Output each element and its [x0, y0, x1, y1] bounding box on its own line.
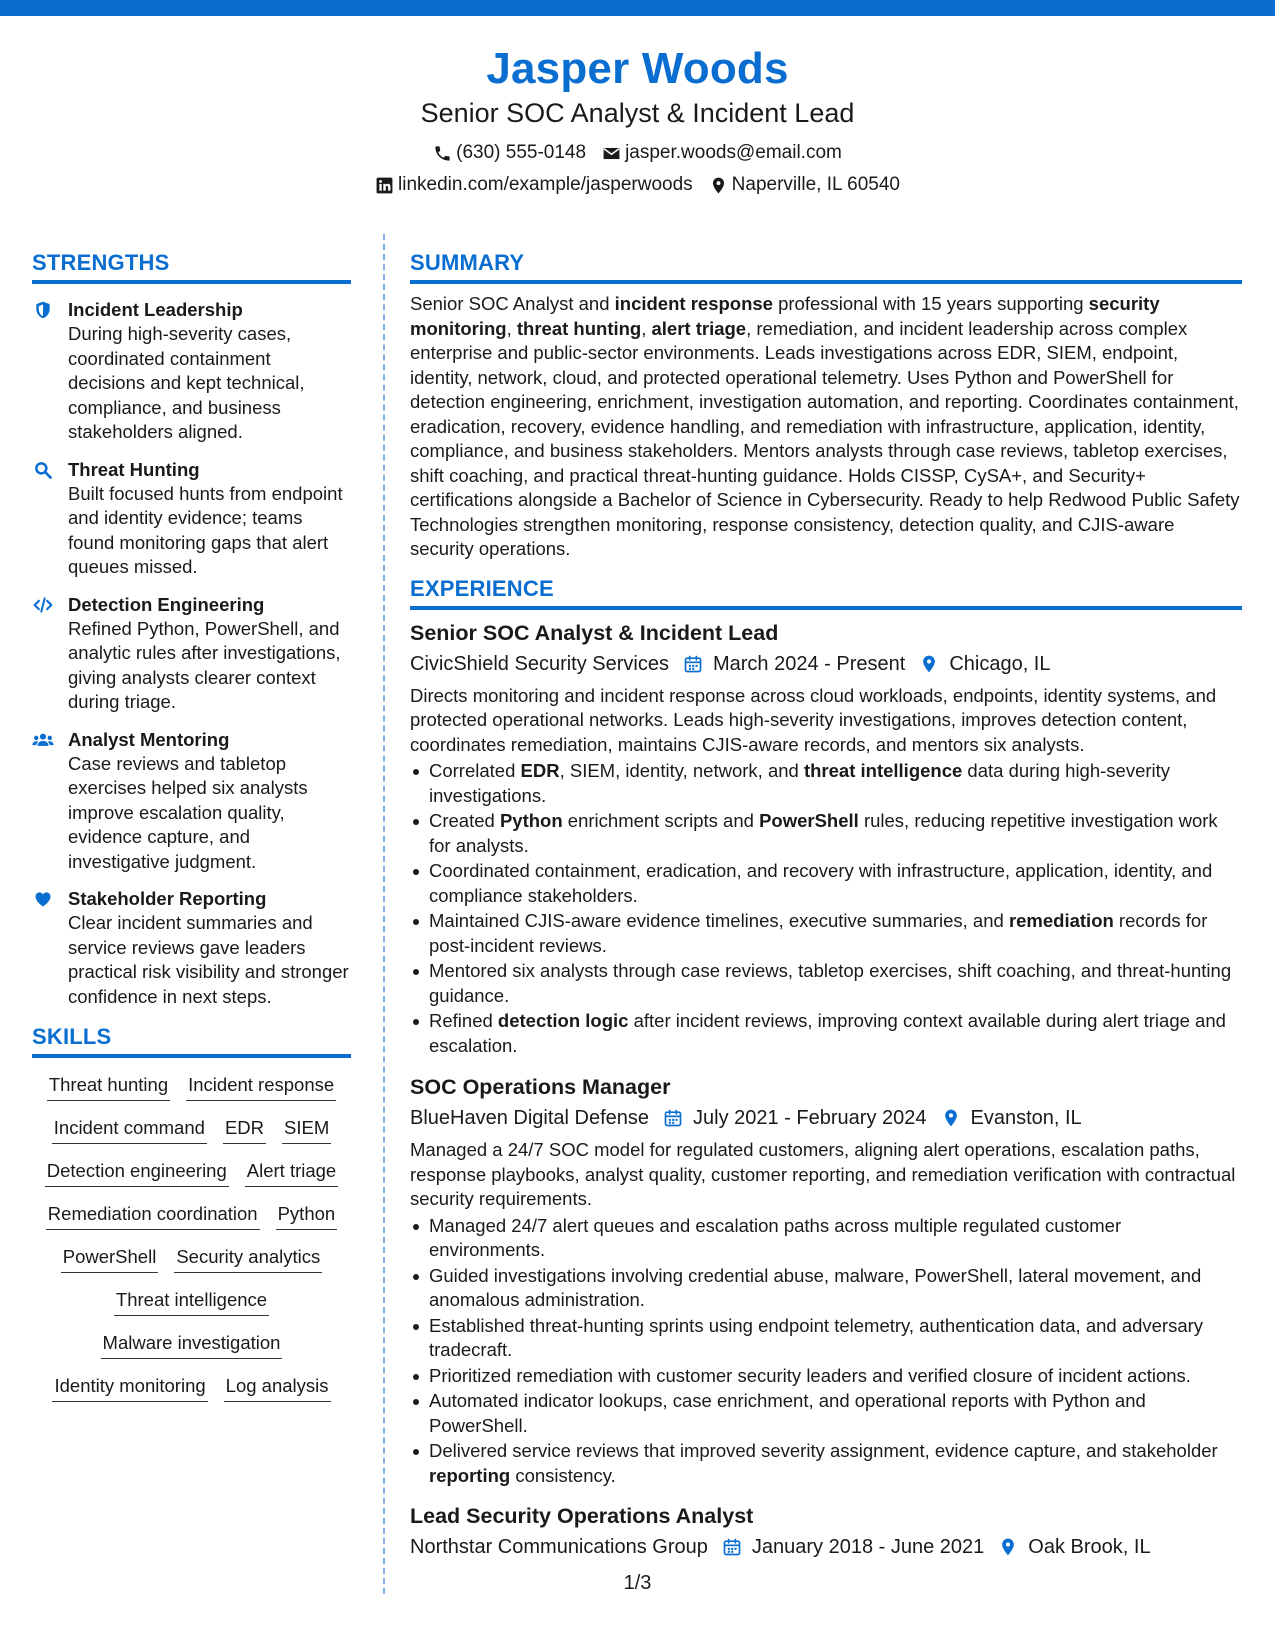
code-icon-graphic — [32, 595, 54, 615]
strength-item — [32, 298, 351, 445]
skill-tag: SIEM — [282, 1115, 331, 1144]
strength-description: Case reviews and tabletop exercises helped six analysts improve escalation quality, evidence capture, and investigative judgment. — [68, 752, 308, 872]
strength-title: Incident Leadership — [68, 299, 243, 320]
job-meta — [410, 1532, 1242, 1562]
strength-description: During high-severity cases, coordinated containment decisions and kept technical, compliance, and business stakeholders aligned. — [68, 323, 305, 442]
strength-body — [68, 593, 351, 715]
job-entry — [410, 1501, 1242, 1562]
phone-contact — [433, 140, 586, 166]
bullet-item — [410, 1439, 1242, 1488]
skill-tag: Threat intelligence — [114, 1287, 269, 1316]
text-run: , — [641, 317, 652, 339]
text-run: Mentored six analysts through case reviews, tabletop exercises, shift coaching, and threat-hunting guidance. — [429, 960, 1232, 1006]
strength-body — [68, 458, 351, 580]
text-run: Delivered service reviews that improved severity assignment, evidence capture, and stakeholder — [429, 1440, 1218, 1461]
bullet-item — [410, 1009, 1242, 1058]
text-run: , SIEM, identity, network, and — [559, 760, 804, 781]
strength-description: Built focused hunts from endpoint and identity evidence; teams found monitoring gaps that alert queues missed. — [68, 482, 343, 577]
skill-tag: PowerShell — [61, 1244, 159, 1273]
job-entry — [410, 618, 1242, 1059]
strength-description: Clear incident summaries and service reviews gave leaders practical risk visibility and stronger confidence in next steps. — [68, 912, 349, 1007]
job-meta — [410, 1103, 1242, 1133]
strengths-list — [32, 298, 351, 1009]
candidate-name: Jasper Woods — [486, 44, 789, 93]
skill-tag: Detection engineering — [45, 1158, 229, 1187]
skill-tag: Python — [276, 1201, 338, 1230]
skill-tag: Incident response — [186, 1072, 336, 1101]
strengths-heading: STRENGTHS — [32, 248, 351, 284]
bold-keyword: alert triage — [651, 317, 747, 339]
strength-item — [32, 887, 351, 1009]
text-run: Created — [429, 810, 500, 831]
bullet-item — [410, 1264, 1242, 1313]
skill-tag: Malware investigation — [101, 1330, 283, 1359]
text-run: rules, reducing repetitive investigation work for analysts. — [429, 810, 1218, 856]
bullet-item — [410, 809, 1242, 858]
strength-description: Refined Python, PowerShell, and analytic rules after investigations, giving analysts clearer context during triage. — [68, 617, 341, 712]
experience-heading: EXPERIENCE — [410, 574, 1242, 610]
bullet-item — [410, 959, 1242, 1008]
top-accent-bar — [0, 0, 1275, 16]
page-number: 1/3 — [623, 1572, 652, 1594]
strength-title: Stakeholder Reporting — [68, 888, 267, 909]
email-text[interactable]: jasper.woods@email.com — [625, 142, 842, 163]
strength-item — [32, 458, 351, 580]
location-contact — [709, 172, 900, 198]
text-run: consistency. — [510, 1464, 616, 1486]
text-run: Refined — [429, 1010, 498, 1031]
job-dates: January 2018 - June 2021 — [751, 1536, 985, 1558]
text-run: , remediation, and incident leadership across complex enterprise and public-sector environments. Leads investigations across EDR, SIEM, endpoint, identity, network, cloud, and protected operational telemetry. Uses Python and PowerShell for detection engineering, enrichment, investigation automation, and reporting. Coordinates containment, eradication, recovery, evidence handling, and remediation with infrastructure, application, identity, compliance, and business stakeholders. Mentors analysts through case reviews, tabletop exercises, shift coaching, and practical threat-hunting guidance. Holds CISSP, CySA+, and Security+ certifications alongside a Bachelor of Science in Cybersecurity. Ready to help Redwood Public Safety Technologies strengthen monitoring, response consistency, detection quality, and CJIS-aware security operations. — [410, 317, 1240, 559]
shield-icon-graphic — [32, 300, 54, 320]
shield-icon — [32, 298, 56, 445]
job-bullets — [410, 759, 1242, 1058]
phone-icon — [433, 144, 452, 163]
job-location: Oak Brook, IL — [1028, 1536, 1151, 1558]
candidate-headline: Senior SOC Analyst & Incident Lead — [420, 98, 855, 128]
skill-tag: Security analytics — [174, 1244, 322, 1273]
text-run: , — [506, 317, 517, 339]
skills-list — [32, 1072, 351, 1402]
envelope-icon — [602, 144, 621, 163]
text-run: Senior SOC Analyst and — [410, 293, 615, 314]
map-pin-icon — [984, 1537, 1028, 1557]
strength-title: Threat Hunting — [68, 458, 200, 480]
bullet-item — [410, 1389, 1242, 1438]
company-name: CivicShield Security Services — [410, 652, 669, 675]
job-entry — [410, 1072, 1242, 1488]
company-name: Northstar Communications Group — [410, 1536, 708, 1558]
email-contact[interactable] — [602, 140, 842, 166]
bold-keyword: threat hunting — [516, 317, 642, 339]
resume-header — [0, 40, 1275, 198]
bold-keyword: threat intelligence — [803, 760, 963, 781]
text-run: data during high-severity investigations. — [429, 760, 1171, 806]
users-icon — [32, 728, 56, 875]
calendar-icon — [669, 654, 713, 674]
bullet-item — [410, 1364, 1242, 1389]
skill-tag: Incident command — [52, 1115, 207, 1144]
job-title: Senior SOC Analyst & Incident Lead — [410, 620, 779, 645]
strength-title: Analyst Mentoring — [68, 728, 230, 750]
contact-row-1 — [0, 140, 1275, 166]
job-dates: July 2021 - February 2024 — [693, 1107, 927, 1129]
bullet-item — [410, 1214, 1242, 1263]
bold-keyword: incident response — [614, 293, 773, 314]
linkedin-contact[interactable] — [375, 172, 693, 198]
text-run: Coordinated containment, eradication, and recovery with infrastructure, application, identity, and compliance stakeholders. — [429, 860, 1213, 906]
job-bullets — [410, 1214, 1242, 1489]
text-run: Maintained CJIS-aware evidence timelines, executive summaries, and — [429, 910, 1009, 931]
map-pin-icon — [927, 1108, 971, 1128]
text-run: after incident reviews, improving context available during alert triage and escalation. — [429, 1010, 1226, 1056]
skill-tag: Remediation coordination — [46, 1201, 260, 1230]
bold-keyword: PowerShell — [759, 810, 859, 831]
heart-icon-graphic — [32, 889, 54, 909]
location-text: Naperville, IL 60540 — [731, 174, 900, 195]
strength-body — [68, 298, 351, 445]
map-pin-icon — [905, 654, 949, 674]
bold-keyword: security monitoring — [410, 293, 1160, 339]
strength-body — [68, 728, 351, 875]
text-run: Established threat-hunting sprints using endpoint telemetry, authentication data, and adversary tradecraft. — [429, 1314, 1204, 1360]
bullet-item — [410, 909, 1242, 958]
contact-row-2 — [0, 172, 1275, 198]
heart-icon — [32, 887, 56, 1009]
job-title: SOC Operations Manager — [410, 1075, 671, 1099]
skill-tag: Alert triage — [245, 1158, 338, 1187]
users-icon-graphic — [32, 730, 54, 750]
calendar-icon — [708, 1537, 752, 1557]
text-run: records for post-incident reviews. — [429, 910, 1208, 956]
job-description: Directs monitoring and incident response across cloud workloads, endpoints, identity systems, and protected operational networks. Leads high-severity investigations, improves detection content, coordinates remediation, maintains CJIS-aware records, and mentors six analysts. — [410, 684, 1217, 755]
skill-tag: EDR — [223, 1115, 266, 1144]
left-column — [32, 248, 351, 1402]
bullet-item — [410, 1314, 1242, 1363]
job-location: Evanston, IL — [970, 1107, 1082, 1129]
text-run: Correlated — [429, 760, 521, 781]
strength-title: Detection Engineering — [68, 593, 265, 615]
job-title: Lead Security Operations Analyst — [410, 1504, 754, 1528]
job-meta — [410, 649, 1242, 679]
strength-item — [32, 728, 351, 875]
linkedin-text[interactable]: linkedin.com/example/jasperwoods — [398, 174, 693, 195]
skills-heading: SKILLS — [32, 1022, 351, 1058]
linkedin-icon — [375, 176, 394, 195]
job-description: Managed a 24/7 SOC model for regulated customers, aligning alert operations, escalation paths, response playbooks, analyst quality, customer reporting, and remediation verification with contractual security requirements. — [410, 1139, 1236, 1209]
right-column — [410, 248, 1242, 1562]
job-location: Chicago, IL — [949, 652, 1051, 675]
calendar-icon — [649, 1108, 693, 1128]
skill-tag: Log analysis — [224, 1373, 331, 1402]
text-run: Managed 24/7 alert queues and escalation paths across multiple regulated customer environments. — [429, 1214, 1122, 1260]
experience-list — [410, 618, 1242, 1563]
skill-tag: Identity monitoring — [52, 1373, 207, 1402]
text-run: enrichment scripts and — [562, 810, 760, 831]
summary-text — [410, 292, 1242, 562]
summary-heading: SUMMARY — [410, 248, 1242, 284]
bold-keyword: remediation — [1008, 910, 1114, 931]
phone-text: (630) 555-0148 — [456, 142, 587, 163]
text-run: professional with 15 years supporting — [772, 293, 1089, 314]
text-run: Guided investigations involving credential abuse, malware, PowerShell, lateral movement, and anomalous administration. — [429, 1264, 1202, 1310]
text-run: Prioritized remediation with customer security leaders and verified closure of incident actions. — [429, 1364, 1191, 1386]
skill-tag: Threat hunting — [47, 1072, 170, 1101]
company-name: BlueHaven Digital Defense — [410, 1107, 650, 1129]
column-divider — [383, 234, 385, 1594]
bold-keyword: reporting — [429, 1464, 511, 1486]
map-pin-icon — [709, 176, 728, 195]
job-dates: March 2024 - Present — [712, 652, 906, 675]
text-run: Automated indicator lookups, case enrichment, and operational reports with Python and PowerShell. — [429, 1390, 1146, 1436]
bullet-item — [410, 859, 1242, 908]
bold-keyword: EDR — [520, 760, 560, 781]
code-icon — [32, 593, 56, 715]
bold-keyword: Python — [499, 810, 563, 831]
bold-keyword: detection logic — [497, 1010, 629, 1031]
strength-item — [32, 593, 351, 715]
strength-body — [68, 887, 351, 1009]
bullet-item — [410, 759, 1242, 808]
search-icon-graphic — [32, 460, 54, 480]
search-icon — [32, 458, 56, 580]
